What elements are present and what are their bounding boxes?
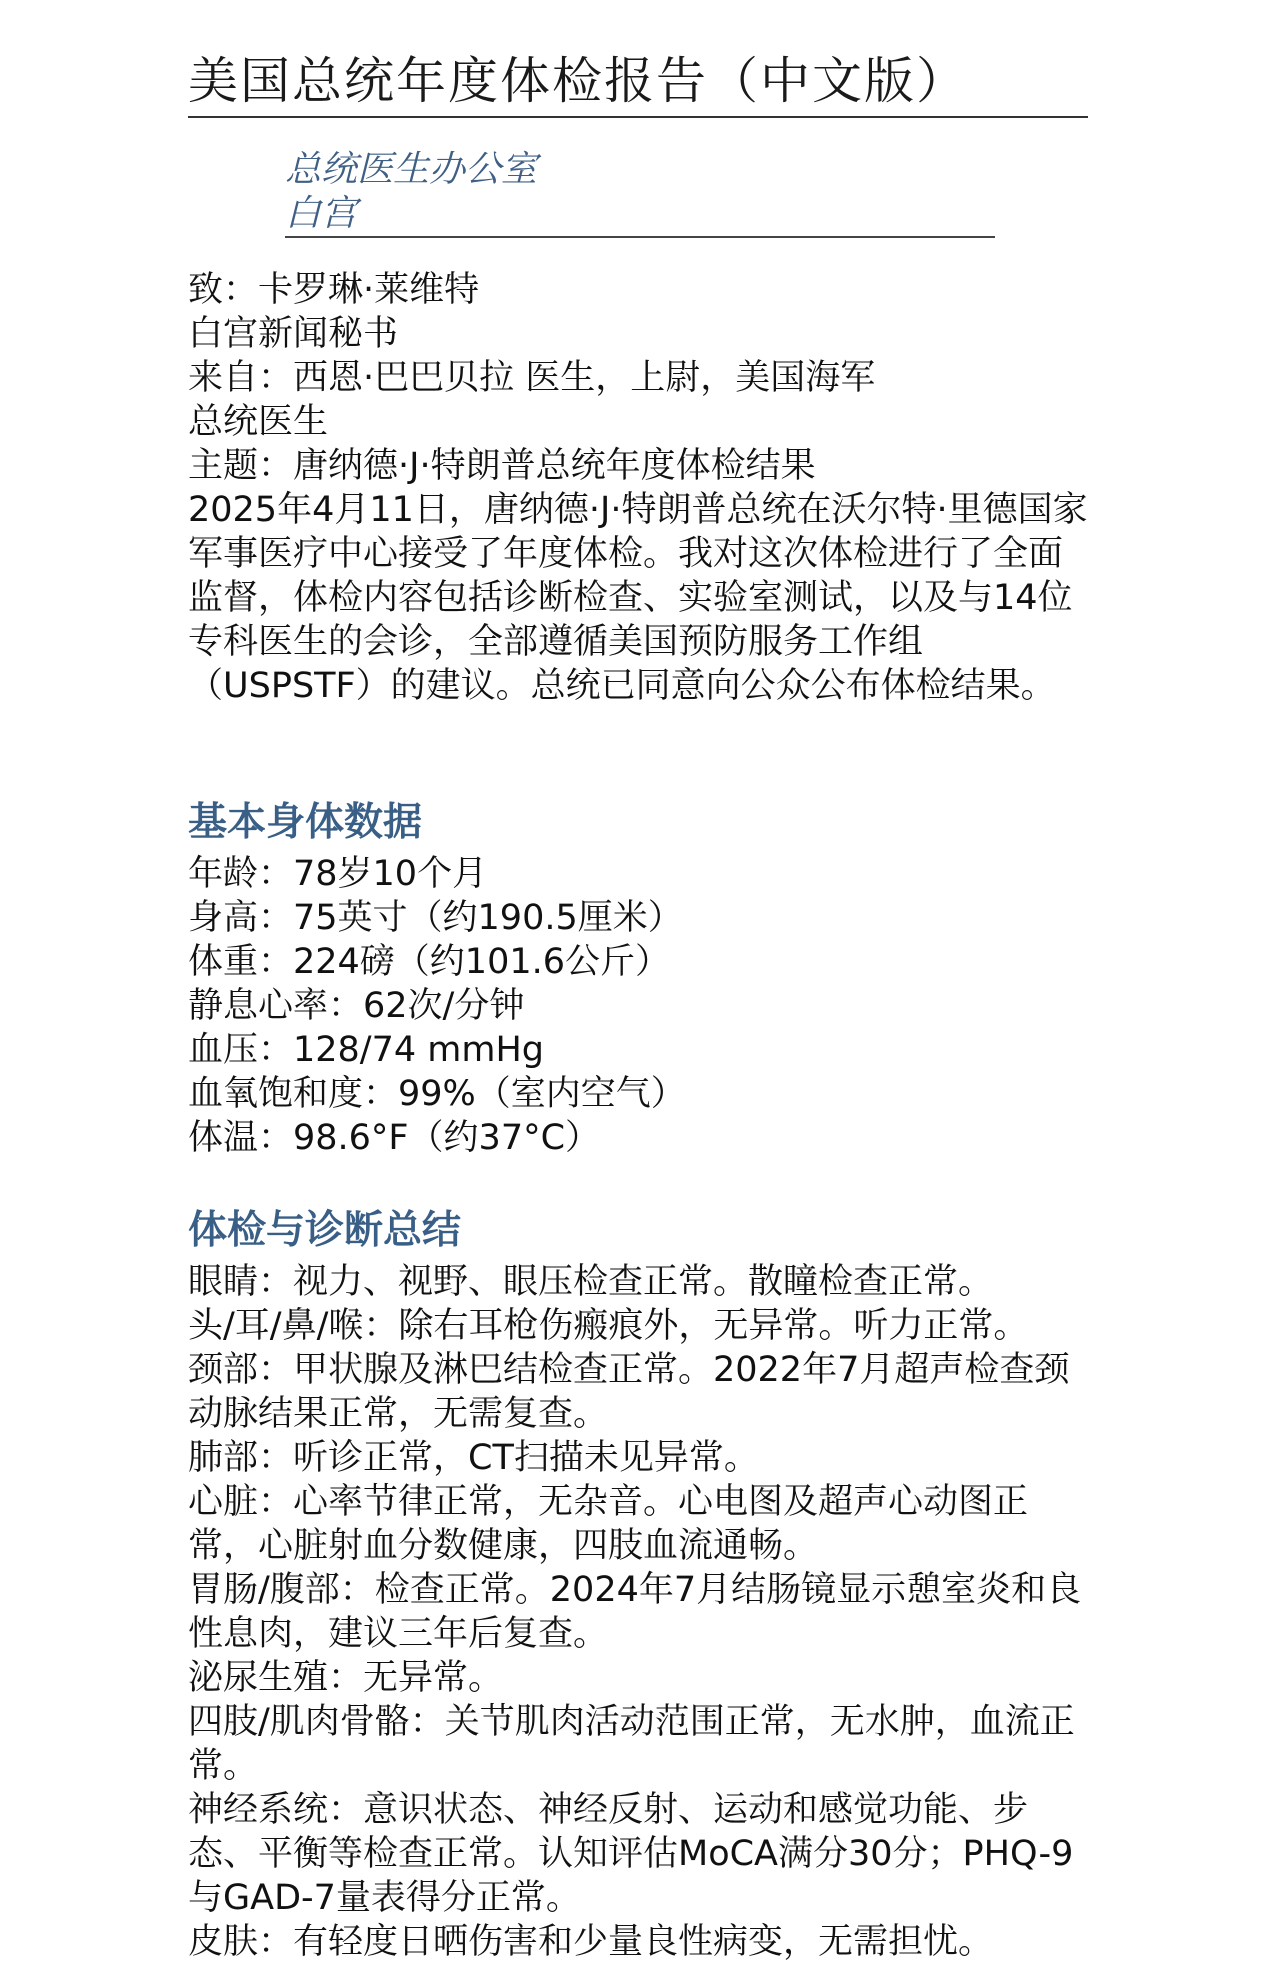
summary-item-heart: 心脏：心率节律正常，无杂音。心电图及超声心动图正常，心脏射血分数健康，四肢血流通畅。 <box>188 1482 1029 1566</box>
basic-item-temperature: 体温：98.6°F（约37°C） <box>188 1118 601 1158</box>
section-heading-basic: 基本身体数据 <box>188 800 423 845</box>
page-title: 美国总统年度体检报告（中文版） <box>188 52 968 110</box>
basic-item-blood-pressure: 血压：128/74 mmHg <box>188 1030 544 1070</box>
memo-to-title: 白宫新闻秘书 <box>188 314 399 354</box>
office-location: 白宫 <box>285 193 358 234</box>
office-name: 总统医生办公室 <box>285 149 538 190</box>
basic-item-weight: 体重：224磅（约101.6公斤） <box>188 942 671 982</box>
summary-item-eyes: 眼睛：视力、视野、眼压检查正常。散瞳检查正常。 <box>188 1262 994 1302</box>
basic-item-heart-rate: 静息心率：62次/分钟 <box>188 986 525 1026</box>
summary-item-gi: 胃肠/腹部：检查正常。2024年7月结肠镜显示憩室炎和良性息肉，建议三年后复查。 <box>188 1570 1082 1654</box>
summary-item-skin: 皮肤：有轻度日晒伤害和少量良性病变，无需担忧。 <box>188 1922 994 1962</box>
summary-item-lungs: 肺部：听诊正常，CT扫描未见异常。 <box>188 1438 759 1478</box>
memo-to: 致：卡罗琳·莱维特 <box>188 270 480 310</box>
basic-item-height: 身高：75英寸（约190.5厘米） <box>188 898 683 938</box>
memo-block <box>188 268 1088 708</box>
office-divider <box>285 236 995 238</box>
summary-item-extremities: 四肢/肌肉骨骼：关节肌肉活动范围正常，无水肿，血流正常。 <box>188 1702 1075 1786</box>
summary-section <box>188 1206 1088 1964</box>
summary-item-neuro: 神经系统：意识状态、神经反射、运动和感觉功能、步态、平衡等检查正常。认知评估MoCA满分30分；PHQ-9与GAD-7量表得分正常。 <box>188 1790 1074 1918</box>
memo-from: 来自：西恩·巴巴贝拉 医生，上尉，美国海军 <box>188 358 876 398</box>
memo-body: 2025年4月11日，唐纳德·J·特朗普总统在沃尔特·里德国家军事医疗中心接受了年度体检。我对这次体检进行了全面监督，体检内容包括诊断检查、实验室测试，以及与14位专科医生的会诊，全部遵循美国预防服务工作组（USPSTF）的建议。总统已同意向公众公布体检结果。 <box>188 490 1088 706</box>
memo-subject: 主题：唐纳德·J·特朗普总统年度体检结果 <box>188 446 816 486</box>
summary-item-heent: 头/耳/鼻/喉：除右耳枪伤瘢痕外，无异常。听力正常。 <box>188 1306 1029 1346</box>
title-divider <box>188 116 1088 118</box>
basic-item-age: 年龄：78岁10个月 <box>188 854 488 894</box>
summary-item-neck: 颈部：甲状腺及淋巴结检查正常。2022年7月超声检查颈动脉结果正常，无需复查。 <box>188 1350 1070 1434</box>
basic-data-section <box>188 798 1088 1160</box>
section-heading-summary: 体检与诊断总结 <box>188 1208 462 1253</box>
office-header <box>285 148 1005 236</box>
memo-from-title: 总统医生 <box>188 402 329 442</box>
basic-item-oxygen: 血氧饱和度：99%（室内空气） <box>188 1074 686 1114</box>
summary-item-gu: 泌尿生殖：无异常。 <box>188 1658 504 1698</box>
